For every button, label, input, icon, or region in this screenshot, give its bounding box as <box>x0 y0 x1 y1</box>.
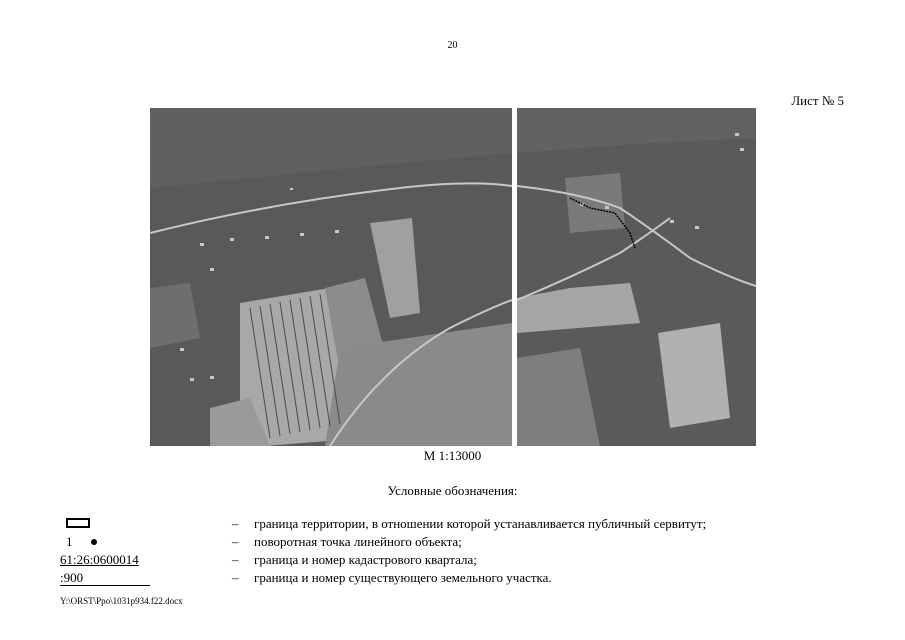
boundary-rectangle-icon <box>60 516 210 533</box>
file-path: Y:\ORST\Ppo\1031p934.f22.docx <box>60 596 183 606</box>
legend-text: поворотная точка линейного объекта; <box>254 534 462 549</box>
legend-item-cadastral-quarter <box>60 552 860 569</box>
legend-text: граница территории, в отношении которой устанавливается публичный сервитут; <box>254 516 707 531</box>
land-parcel-code: :900 <box>60 570 84 585</box>
turning-point-index: 1 <box>66 534 73 549</box>
map-image <box>150 108 756 446</box>
cadastral-quarter-symbol <box>60 552 210 569</box>
land-parcel-symbol <box>60 570 210 587</box>
page-number: 20 <box>447 40 458 51</box>
cadastral-quarter-code: 61:26:0600014 <box>60 552 139 567</box>
legend-dash: – <box>232 570 239 585</box>
map-scale: М 1:13000 <box>423 448 482 463</box>
legend-title: Условные обозначения: <box>387 483 518 498</box>
legend-item-land-parcel <box>60 570 860 587</box>
sheet-label: Лист № 5 <box>791 93 844 108</box>
legend-text: граница и номер кадастрового квартала; <box>254 552 477 567</box>
legend-dash: – <box>232 534 239 549</box>
legend-item-turning-point <box>60 534 860 551</box>
legend-item-boundary <box>60 516 860 533</box>
legend-text: граница и номер существующего земельного участка. <box>254 570 552 585</box>
turning-point-icon <box>60 534 210 551</box>
legend-dash: – <box>232 552 239 567</box>
legend-dash: – <box>232 516 239 531</box>
